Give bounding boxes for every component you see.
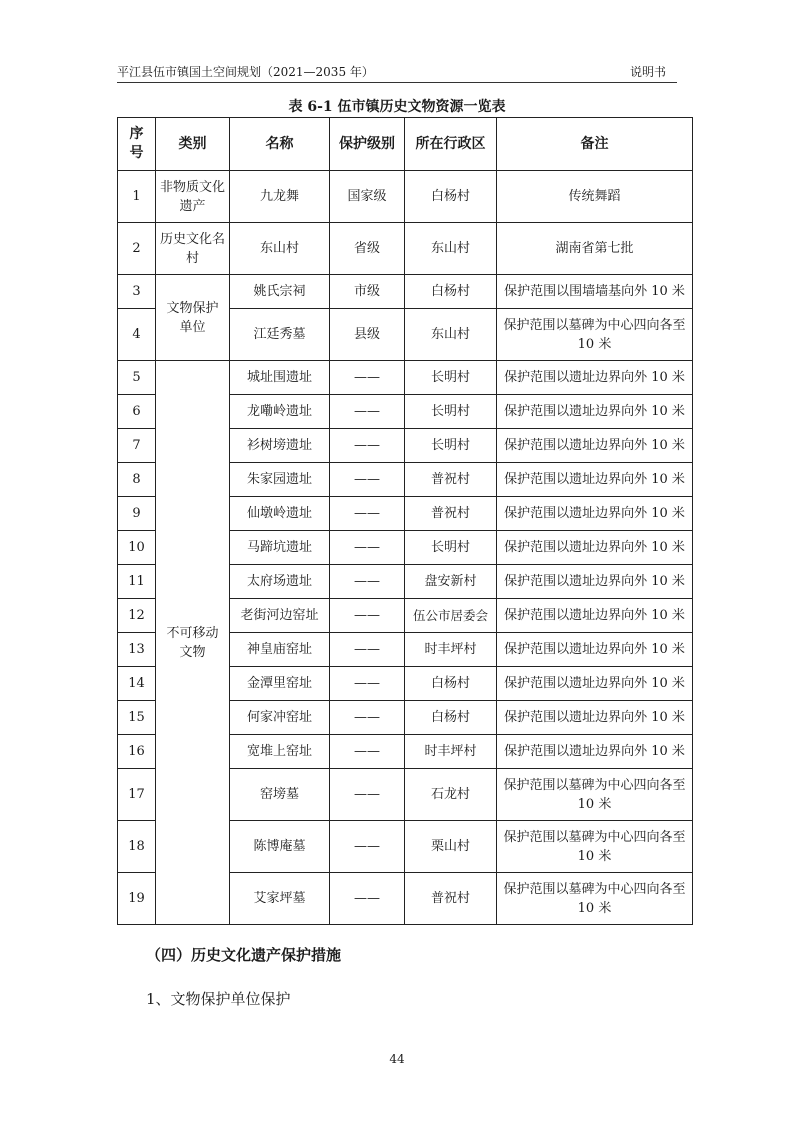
cell-name: 姚氏宗祠: [230, 275, 330, 309]
cell-name: 龙嘞岭遗址: [230, 395, 330, 429]
cell-name: 艾家坪墓: [230, 873, 330, 925]
table-row: [118, 171, 693, 223]
cell-note: 保护范围以遗址边界向外 10 米: [497, 463, 693, 497]
cell-note: 保护范围以遗址边界向外 10 米: [497, 531, 693, 565]
cell-name: 窑塝墓: [230, 769, 330, 821]
cell-note: 湖南省第七批: [497, 223, 693, 275]
subsection-heading: 1、文物保护单位保护: [146, 990, 291, 1008]
cell-district: 长明村: [405, 531, 497, 565]
cell-index: 9: [118, 497, 156, 531]
cell-district: 东山村: [405, 223, 497, 275]
cell-district: 普祝村: [405, 873, 497, 925]
cell-index: 12: [118, 599, 156, 633]
cell-note: 保护范围以墓碑为中心四向各至 10 米: [497, 309, 693, 361]
cell-level: ——: [330, 429, 405, 463]
cell-level: ——: [330, 599, 405, 633]
cell-level: 市级: [330, 275, 405, 309]
cell-level: ——: [330, 821, 405, 873]
cell-index: 7: [118, 429, 156, 463]
cell-note: 保护范围以遗址边界向外 10 米: [497, 633, 693, 667]
cell-name: 老街河边窑址: [230, 599, 330, 633]
cell-name: 陈博庵墓: [230, 821, 330, 873]
cell-level: 县级: [330, 309, 405, 361]
cell-note: 保护范围以墓碑为中心四向各至 10 米: [497, 821, 693, 873]
cell-name: 九龙舞: [230, 171, 330, 223]
cell-district: 盘安新村: [405, 565, 497, 599]
table-row: [118, 223, 693, 275]
cell-level: 省级: [330, 223, 405, 275]
cell-name: 东山村: [230, 223, 330, 275]
cell-index: 11: [118, 565, 156, 599]
table-header-row: [118, 118, 693, 171]
cell-district: 长明村: [405, 361, 497, 395]
cell-level: ——: [330, 701, 405, 735]
cell-level: ——: [330, 565, 405, 599]
table-row: [118, 361, 693, 395]
cell-name: 马蹄坑遗址: [230, 531, 330, 565]
cell-level: ——: [330, 497, 405, 531]
cell-district: 长明村: [405, 429, 497, 463]
cell-name: 何家冲窑址: [230, 701, 330, 735]
cell-note: 保护范围以遗址边界向外 10 米: [497, 497, 693, 531]
cell-district: 长明村: [405, 395, 497, 429]
cell-note: 保护范围以遗址边界向外 10 米: [497, 667, 693, 701]
cell-index: 3: [118, 275, 156, 309]
cell-district: 白杨村: [405, 701, 497, 735]
cell-name: 宽堆上窑址: [230, 735, 330, 769]
cell-level: ——: [330, 463, 405, 497]
header-level: 保护级别: [330, 118, 405, 171]
cell-index: 6: [118, 395, 156, 429]
cell-level: ——: [330, 667, 405, 701]
cell-name: 江廷秀墓: [230, 309, 330, 361]
cell-index: 15: [118, 701, 156, 735]
cell-district: 普祝村: [405, 463, 497, 497]
table-row: [118, 275, 693, 309]
table-caption: 表 6-1 伍市镇历史文物资源一览表: [288, 99, 506, 115]
heritage-table: [117, 117, 693, 925]
cell-name: 太府场遗址: [230, 565, 330, 599]
cell-level: ——: [330, 735, 405, 769]
cell-index: 16: [118, 735, 156, 769]
cell-note: 保护范围以遗址边界向外 10 米: [497, 701, 693, 735]
cell-district: 时丰坪村: [405, 633, 497, 667]
cell-index: 14: [118, 667, 156, 701]
cell-district: 石龙村: [405, 769, 497, 821]
cell-level: ——: [330, 769, 405, 821]
cell-name: 城址围遗址: [230, 361, 330, 395]
cell-level: 国家级: [330, 171, 405, 223]
running-header-title: 平江县伍市镇国土空间规划（2021—2035 年）: [117, 65, 374, 79]
header-note: 备注: [497, 118, 693, 171]
cell-category: 非物质文化遗产: [156, 171, 230, 223]
cell-note: 保护范围以遗址边界向外 10 米: [497, 395, 693, 429]
cell-district: 白杨村: [405, 275, 497, 309]
cell-district: 伍公市居委会: [405, 599, 497, 633]
cell-name: 朱家园遗址: [230, 463, 330, 497]
cell-district: 时丰坪村: [405, 735, 497, 769]
cell-note: 保护范围以遗址边界向外 10 米: [497, 565, 693, 599]
header-category: 类别: [156, 118, 230, 171]
cell-index: 18: [118, 821, 156, 873]
cell-index: 17: [118, 769, 156, 821]
cell-category: 文物保护单位: [156, 275, 230, 361]
cell-name: 神皇庙窑址: [230, 633, 330, 667]
cell-note: 保护范围以墓碑为中心四向各至 10 米: [497, 769, 693, 821]
cell-note: 保护范围以遗址边界向外 10 米: [497, 599, 693, 633]
cell-district: 白杨村: [405, 667, 497, 701]
cell-index: 19: [118, 873, 156, 925]
cell-name: 仙墩岭遗址: [230, 497, 330, 531]
cell-note: 保护范围以遗址边界向外 10 米: [497, 735, 693, 769]
cell-index: 8: [118, 463, 156, 497]
cell-index: 10: [118, 531, 156, 565]
cell-index: 2: [118, 223, 156, 275]
cell-index: 5: [118, 361, 156, 395]
cell-level: ——: [330, 361, 405, 395]
cell-district: 栗山村: [405, 821, 497, 873]
cell-note: 保护范围以遗址边界向外 10 米: [497, 429, 693, 463]
cell-category: 历史文化名村: [156, 223, 230, 275]
header-index: 序号: [118, 118, 156, 171]
cell-level: ——: [330, 395, 405, 429]
header-divider: [117, 82, 677, 83]
cell-index: 1: [118, 171, 156, 223]
running-header-doc-type: 说明书: [629, 65, 666, 79]
page-number: 44: [389, 1052, 405, 1066]
cell-level: ——: [330, 633, 405, 667]
cell-note: 保护范围以遗址边界向外 10 米: [497, 361, 693, 395]
header-district: 所在行政区: [405, 118, 497, 171]
cell-note: 保护范围以围墙墙基向外 10 米: [497, 275, 693, 309]
cell-level: ——: [330, 531, 405, 565]
cell-level: ——: [330, 873, 405, 925]
cell-note: 传统舞蹈: [497, 171, 693, 223]
cell-district: 普祝村: [405, 497, 497, 531]
cell-index: 4: [118, 309, 156, 361]
cell-name: 金潭里窑址: [230, 667, 330, 701]
cell-name: 衫树塝遗址: [230, 429, 330, 463]
cell-district: 白杨村: [405, 171, 497, 223]
cell-note: 保护范围以墓碑为中心四向各至 10 米: [497, 873, 693, 925]
section-heading: （四）历史文化遗产保护措施: [146, 946, 342, 964]
cell-district: 东山村: [405, 309, 497, 361]
header-name: 名称: [230, 118, 330, 171]
cell-index: 13: [118, 633, 156, 667]
cell-category: 不可移动文物: [156, 361, 230, 925]
